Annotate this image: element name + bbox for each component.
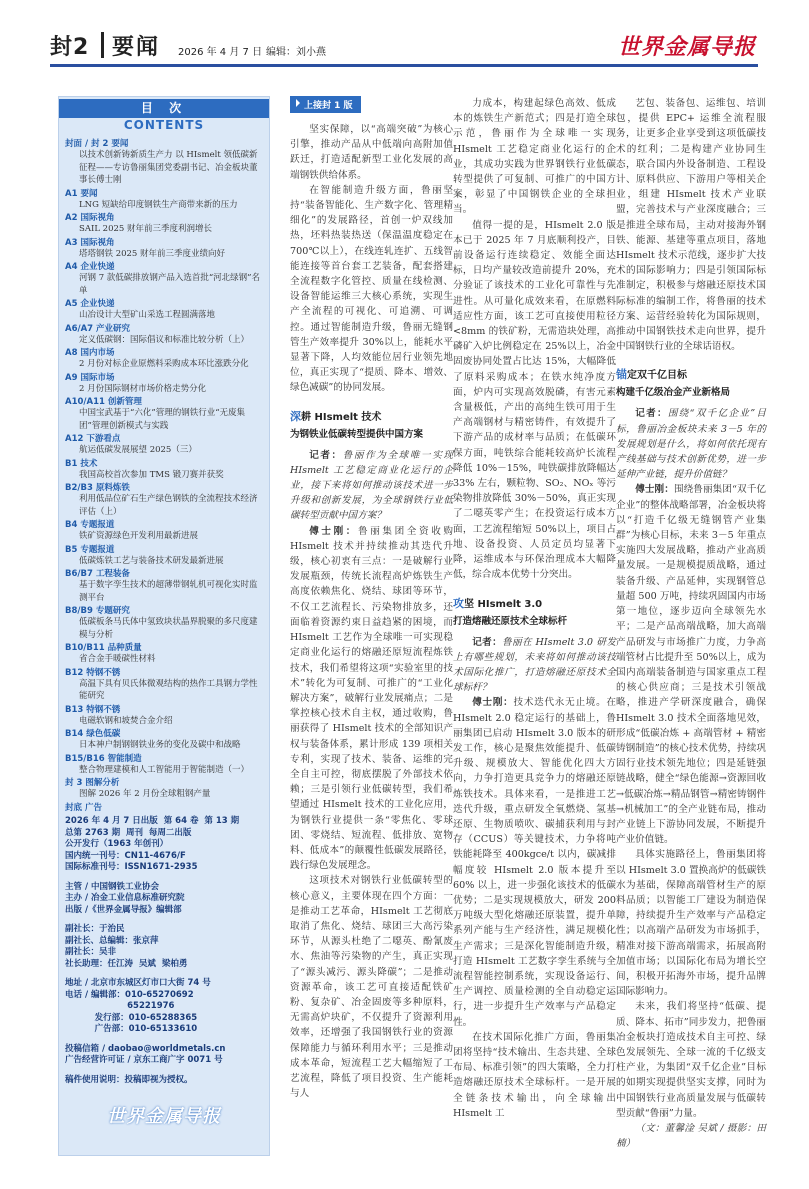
toc-entry-title: 2 月份对标企业原燃料采购成本环比涨跌分化: [79, 359, 249, 369]
subheading-title: 为钢铁业低碳转型提供中国方案: [290, 428, 424, 440]
info-spacer: [65, 970, 265, 978]
subheading-kicker: [616, 366, 766, 382]
paragraph: 力成本，构建起绿色高效、低成本的炼铁生产新范式；四是打造全球示范，鲁丽作为全球唯一实现 HIsmelt 工艺稳定商业化运行的企业，其成功实践为世界钢铁行业低碳转型提供了可复制、可推广的中国方案，彰显了中国钢铁企业的全球担当。: [453, 98, 616, 216]
toc-section-label: 封面 / 封 2 要闻: [65, 139, 129, 149]
toc-entry-title: SAIL 2025 财年前三季度利润增长: [79, 224, 213, 234]
toc-entry: [65, 727, 265, 752]
subheading: [453, 595, 616, 627]
toc-entry: [65, 666, 265, 703]
toc-entry-title: 基于数字孪生技术的超薄带钢轧机可视化实时监测平台: [79, 580, 258, 603]
toc-entry: [65, 481, 265, 518]
toc-entry: [65, 703, 265, 728]
interview-answer: [453, 695, 616, 1029]
toc-list: [65, 137, 265, 813]
toc-section-label: A6/A7 产业研究: [65, 323, 131, 334]
paragraph: 在智能制造升级方面，鲁丽坚持“装备智能化、生产数字化、管理精细化”的发展路径，首创一炉双线加热，坯料热装热送（保温温度稳定在 700℃以上），在线连轧连扩、五线智能连接等首台套工艺装备，配套搭建全流程数字化管控、质量在线检测、设备智能运维三大核心系统，实现生产全流程的可视化、可追溯、可调控。通过智能制造升级，鲁丽无缝钢管生产效率提升 30%以上，能耗水平显著下降，人均效能位居行业领先地位，真正实现了“提质、降本、增效、绿色减碳”的协同发展。: [290, 184, 453, 394]
toc-entry-title: 铁矿资源绿色开发利用最新进展: [79, 531, 199, 541]
publication-info: [65, 816, 265, 1086]
info-line: 公开发行（1963 年创刊）: [65, 839, 169, 849]
paragraph: 未来，我们将坚持“低碳、提质、降本、拓市”同步发力，把鲁丽冶金板块打造成技术自主可控、绿色发展领先、全球一流的千亿级支柱产业，为集团“双千亿企业”目标的如期实现提供坚实支撑，同时为中国钢铁行业高质量发展与低碳转型贡献“鲁丽”力量。: [616, 1001, 766, 1119]
answer-label: 傅士刚：: [472, 697, 514, 709]
photo-credit: （文：董馨淦 吴斌 / 摄影：田楠）: [616, 1123, 766, 1150]
info-line: 广告部：010-65133610: [65, 1024, 198, 1034]
subheading-drop-char: 锚: [616, 368, 627, 382]
paragraph: 艺包、装备包、运维包、培训包，提供 EPC+ 运维全流程服务，让更多企业享受到这项低碳技术的红利；二是构建产业协同生态，联合国内外设备制造、工程设计、原料供应、下游用户等相关企业，组建 HIsmelt 技术产业联盟，完善技术与产业深度融合；三是推进全球布局，主动对接海外钢铁、能源、基建等重点项目，落地 HIsmelt 技术示范线，逐步扩大技术的国际影响力；四是引领国际标准制定，积极参与熔融还原技术国际标准的编制工作，将鲁丽的技术方案、运营经验转化为国际规则，推动中国钢铁技术走向世界，提升中国钢铁行业的全球话语权。: [616, 98, 766, 353]
article-column-3: [616, 96, 766, 1151]
toc-section-label: B4 专题报道: [65, 520, 115, 530]
toc-entry-title: 高温下具有贝氏体微观结构的热作工具钢力学性能研究: [79, 678, 258, 701]
toc-entry-title: 电磁软钢和坡焚合金介绍: [79, 715, 173, 726]
editor-name: 编辑：刘小燕: [266, 47, 326, 58]
subheading-title: 打造熔融还原技术全球标杆: [453, 615, 568, 627]
toc-section-label: B1 技术: [65, 458, 98, 469]
toc-section-label: A4 企业快递: [65, 262, 115, 272]
toc-entry-title: 低碳板条马氏体中氢致块状晶界脱聚的多尺度建模与分析: [79, 617, 258, 640]
subheading-kicker-text: 坚 HIsmelt 3.0: [464, 598, 543, 610]
toc-entry-title: 利用低品位矿石生产绿色钢铁的全流程技术经济评估（上）: [79, 494, 258, 517]
info-spacer: [65, 1067, 265, 1075]
paragraph: 值得一提的是，HIsmelt 2.0 版本已于 2025 年 7 月底顺利投产，目前设备运行连续稳定、效能全面达标，日均产量较改造前提升 20%，充分验证了该技术的工业化可靠性与先进性。从可量化成效来看，在原燃料适应性方面，该工艺可直接使用粒径 <8mm 的铁矿粉，无需造块处理，高磷矿入炉比例稳定在 25%以上，冶金固废协同处置占比达 15%，大幅降低了原料采购成本；在铁水纯净度方面，炉内可实现高效脱磷，有害元素含量极低，产出的高纯生铁可用于生产高端钢材与精密铸件，有效提升了下游产品的成材率与品质；在低碳环保方面，吨铁综合能耗较高炉长流程降低 10%－15%，吨铁碳排放降幅达 33% 左右，颗粒物、SO₂、NOₓ 等污染物排放降低 30%－50%，真正实现了二噁英零产生；在投资运行成本方面，工艺流程缩短 50%以上，项目占地、设备投资、人员定员均显著下降，运维成本与环保治理成本大幅降低，综合成本优势十分突出。: [453, 219, 616, 581]
toc-section-label: A1 要闻: [65, 188, 98, 199]
toc-entry-title: 我国高校首次参加 TMS 锻刀赛并获奖: [79, 469, 224, 480]
header-divider: [101, 32, 104, 58]
toc-section-label: B10/B11 品种质量: [65, 643, 142, 653]
toc-entry: [65, 187, 265, 212]
toc-entry: [65, 543, 265, 568]
toc-entry: [65, 297, 265, 322]
question-label: 记者：: [472, 636, 503, 648]
toc-entry: [65, 322, 265, 347]
toc-entry: [65, 567, 265, 604]
answer-text: 围绕鲁丽集团“双千亿企业”的整体战略部署，冶金板块将以“打造千亿级无缝钢管产业集群”为核心目标，未来 3－5 年重点实施四大发展战略，推动产业高质量发展。一是规模提质战略，通过装备升级、产品延伸，实现钢管总量超 500 万吨，持续巩固国内市场第一地位，逐步迈向全球领先水平；二是产品高端战略，加大高端产品研发与市场推广力度，力争高端管材占比提升至 50%以上，成为国内高端装备制造与国家重点工程的核心供应商；三是技术引领战略，推进产学研深度融合，确保 HIsmelt 3.0 技术全面落地见效，形成“低碳冶炼 + 高端管材 + 精密铸钢制造”的核心技术优势，持续巩固行业技术领先地位；四是延链强链战略，健全“绿色能源→资源回收→低碳冶炼→精品钢管→精密铸钢件→机械加工”的全产业链布局，推动产业链上下游协同发展，不断提升产业价值链。: [616, 484, 767, 846]
toc-entry-title: 2 月份国际钢材市场价格走势分化: [79, 383, 207, 394]
interview-question: [616, 406, 766, 482]
question-text: 鲁丽在 HIsmelt 3.0 研发上有哪些规划，未来将如何推动该技术国际化推广，打造熔融还原技术全球标杆？: [453, 636, 617, 694]
toc-entry-title: 以技术创新铸新质生产力 以 HIsmelt 领低碳新征程——专访鲁丽集团党委副书记、冶金板块董事长傅士刚: [79, 150, 258, 185]
toc-title: 目 次: [59, 99, 269, 118]
toc-section-label: B12 特钢不锈: [65, 667, 121, 678]
toc-entry-title: LNG 短缺给印度钢铁生产商带来新的压力: [79, 199, 238, 210]
section-title: 要闻: [112, 35, 161, 60]
paragraph: 坚实保障，以“高端突破”为核心引擎，推动产品从中低端向高附加值跃迁，打造适配新型工业化发展的高端钢铁供给体系。: [290, 124, 453, 181]
toc-entry: [65, 432, 265, 457]
toc-subtitle: CONTENTS: [123, 118, 205, 132]
answer-label: 傅士刚：: [309, 525, 358, 537]
info-line: 社长助理：任江涛 吴斌 梁柏勇: [65, 958, 188, 969]
subheading-drop-char: 攻: [453, 596, 464, 610]
toc-entry: [65, 395, 265, 432]
toc-entry: [65, 518, 265, 543]
paragraph: 在技术国际化推广方面，鲁丽集团将坚持“技术输出、生态共建、全球布局、标准引领”的四大策略，全力打造熔融还原技术全球标杆。一是开展全链条技术输出，向全球输出 HIsmelt 工: [453, 1031, 616, 1119]
info-line: 65221976: [65, 1001, 175, 1011]
toc-section-label: B13 特钢不锈: [65, 704, 121, 715]
answer-label: 傅士刚：: [635, 484, 674, 496]
toc-section-label: B5 专题报道: [65, 544, 115, 555]
toc-entry-title: 航运低碳发展展望 2025（三）: [79, 445, 197, 455]
subheading-title: 构建千亿级冶金产业新格局: [616, 387, 731, 399]
question-label: 记者：: [309, 449, 343, 461]
question-label: 记者：: [635, 408, 668, 420]
toc-entry: [65, 604, 265, 641]
info-line: 发行部：010-65288365: [65, 1012, 198, 1023]
toc-section-label: A3 国际视角: [65, 237, 115, 248]
info-line: 地址 / 北京市东城区灯市口大街 74 号: [65, 978, 211, 988]
subheading-kicker-text: 定双千亿目标: [627, 370, 687, 382]
toc-section-label: A8 国内市场: [65, 348, 115, 358]
info-line: 出版 /《世界金属导报》编辑部: [65, 904, 182, 915]
info-line: 2026 年 4 月 7 日出版 第 64 卷 第 13 期: [65, 816, 240, 826]
toc-entry: [65, 236, 265, 261]
page-header: [0, 0, 809, 68]
toc-entry-title: 图解 2026 年 2 月份全球粗钢产量: [79, 789, 211, 799]
toc-section-label: B2/B3 原料炼铁: [65, 483, 130, 493]
toc-entry: [65, 260, 265, 297]
continued-from-tag: 上接封 1 版: [290, 96, 361, 113]
info-line: 国际标准刊号：ISSN1671-2935: [65, 862, 198, 872]
info-line: 总第 2763 期 周刊 每周二出版: [65, 827, 192, 838]
toc-entry-title: 河钢 7 款低碳排放钢产品入选首批“河北绿钢”名单: [79, 273, 261, 296]
info-line: 副社长：吴非: [65, 947, 117, 957]
info-line: 国内统一刊号：CN11-4676/F: [65, 850, 186, 861]
interview-answer: [290, 524, 453, 874]
question-text: 围绕“双千亿企业”目标，鲁丽冶金板块未来 3－5 年的发展规划是什么，将如何依托现有产线基础与技术创新优势，进一步延伸产业链，提升价值链？: [616, 408, 767, 481]
info-line: 副社长：于治民: [65, 924, 125, 934]
toc-section-label: B6/B7 工程装备: [65, 569, 130, 579]
header-rule: [50, 64, 758, 67]
subheading: [290, 408, 453, 440]
toc-entry-title: 定义低碳钢：国际倡议和标准比较分析（上）: [79, 334, 250, 345]
toc-section-label: B14 绿色低碳: [65, 729, 121, 739]
toc-section-label: B8/B9 专题研究: [65, 606, 130, 616]
toc-entry-title: 山冶设计大型矿山采选工程圆满落地: [79, 310, 216, 320]
toc-entry: [65, 776, 265, 801]
toc-entry: [65, 752, 265, 777]
answer-text: 鲁丽集团全资收购 HIsmelt 技术并持续推动其迭代升级，核心初衷有三点：一是破解行业发展瓶颈，传统长流程高炉炼铁生产高度依赖焦化、烧结、球团等环节，不仅工艺流程长、污染物排放多，还面临着资源约束日益趋紧的困境，而 HIsmelt 工艺作为全球唯一可实现稳定商业化运行的熔融还原短流程炼铁技术，我们希望将这项“实验室里的技术”转化为可复制、可推广的“工业化解决方案”，破解行业发展痛点；二是掌控核心技术自主权，通过收购，鲁丽获得了 HIsmelt 技术的全部知识产权与装备体系，累计形成 139 项相关专利，实现了技术、装备、运维的完全自主可控，彻底摆脱了外部技术依赖；三是引领行业低碳转型，我们希望通过 HIsmelt 技术的工业化应用，为钢铁行业提供一条“零焦化、零球团、零烧结、短流程、低排放、宽物料、低成本”的颠覆性低碳发展路径，践行绿色发展理念。: [290, 525, 454, 872]
subheading-drop-char: 深: [290, 409, 301, 423]
toc-entry: [65, 346, 265, 371]
info-spacer: [65, 1036, 265, 1044]
toc-logo: 世界金属导报: [107, 1106, 221, 1127]
toc-entry-title: 中国宝武基于“六化”管理的钢铁行业“无废集团”管理创新模式与实践: [79, 408, 246, 431]
toc-entry-title: 省合金手暖碳性材料: [79, 654, 156, 664]
info-line: 主办 / 冶金工业信息标准研究院: [65, 893, 185, 903]
page-number: 封2: [50, 35, 90, 60]
toc-section-label: A12 下游看点: [65, 434, 121, 444]
info-line: 投稿信箱 / daobao@worldmetals.cn: [65, 1043, 226, 1054]
toc-section-label: A2 国际视角: [65, 213, 115, 223]
subheading-kicker: [290, 408, 453, 424]
toc-entry: [65, 137, 265, 187]
subheading-kicker: [453, 595, 616, 611]
info-line: 电话 / 编辑部：010-65270692: [65, 989, 194, 1000]
toc-section-label: 封 3 图解分析: [65, 778, 120, 788]
answer-text: 技术迭代永无止境。在 HIsmelt 2.0 稳定运行的基础上，鲁丽集团已启动 HIsmelt 3.0 版本的研发工作，核心是聚焦效能提升、低碳升级、规模放大、智能优化四大方向，力争打造更具竞争力的熔融还原炼铁技术。具体来看，一是推进工艺迭代升级，重点研发全氧燃烧、氢基还原、生物质喷吹、碳捕获利用与封存（CCUS）等关键技术，力争将吨铁能耗降至 400kgce/t 以内，碳减排幅度较 HIsmelt 2.0 版本提升至 60% 以上，进一步强化该技术的低碳优势；二是实现规模放大，研发 200 万吨级大型化熔融还原装置，提升单系列产能与生产经济性，满足规模化生产需求；三是深化智能制造升级，打造 HIsmelt 工艺数字孪生系统与全流程智能控制系统，实现设备运行、生产调控、质量检测的全自动稳定运行，进一步提升生产效率与产品稳定性。: [453, 697, 617, 1028]
issue-date: 2026 年 4 月 7 日: [178, 47, 263, 58]
toc-section-label: 封底 广告: [65, 802, 102, 813]
subheading: [616, 366, 766, 398]
toc-entry: [65, 801, 265, 813]
toc-entry-title: 低碳炼铁工艺与装备技术研发最新进展: [79, 555, 224, 566]
info-spacer: [65, 874, 265, 882]
toc-section-label: B15/B16 智能制造: [65, 753, 142, 764]
toc-entry-title: 塔塔钢铁 2025 财年前三季度业绩向好: [79, 248, 226, 259]
toc-section-label: A5 企业快递: [65, 299, 115, 309]
interview-question: [453, 635, 616, 696]
article-column-2: [453, 96, 616, 1121]
toc-entry: [65, 641, 265, 666]
toc-section-label: A10/A11 创新管理: [65, 397, 142, 407]
paragraph: 具体实施路径上，鲁丽集团将以 HIsmelt 3.0 置换高炉的低碳铁水为基础，保障高端管材生产的原料品质；以智能工厂建设为制造保障，持续提升生产效率与产品稳定性；以高端产品研发为市场抓手，精准对接下游高端需求，拓展高附加值市场；以国际化布局为增长空间，积极开拓海外市场，提升品牌国际影响力。: [616, 849, 766, 998]
question-text: 鲁丽作为全球唯一实现 HIsmelt 工艺稳定商业化运行的企业，接下来将如何推动该技术进一步升级和创新发展，为全球钢铁行业低碳转型贡献中国方案？: [290, 449, 454, 522]
info-line: 副社长、总编辑：张京萍: [65, 935, 159, 946]
toc-section-label: A9 国际市场: [65, 372, 115, 383]
info-spacer: [65, 916, 265, 924]
info-line: 主管 / 中国钢铁工业协会: [65, 881, 160, 892]
paragraph: 这项技术对钢铁行业低碳转型的核心意义，主要体现在四个方面：一是推动工艺革命，HIsmelt 工艺彻底取消了焦化、烧结、球团三大高污染环节，从源头杜绝了二噁英、酚氰废水、焦油等污染物的产生，真正实现了“源头减污、源头降碳”；二是推动资源革命，该工艺可直接适配铁矿粉、复杂矿、冶金固废等多种原料，无需高炉块矿，不仅提升了资源利用效率，还增强了我国钢铁行业的资源保障能力与循环利用水平；三是推动成本革命，短流程工艺大幅缩短了工艺流程，降低了项目投资、生产能耗与人: [290, 875, 453, 1100]
article-column-1: [290, 96, 453, 1101]
table-of-contents: [58, 96, 270, 1156]
subheading-kicker-text: 耕 HIsmelt 技术: [301, 411, 382, 423]
toc-entry: [65, 371, 265, 396]
interview-answer: [616, 482, 766, 847]
toc-entry-title: 日本神户制钢钢铁业务的变化及碳中和战略: [79, 740, 241, 750]
toc-entry: [65, 211, 265, 236]
interview-question: [290, 448, 453, 524]
masthead-logo: 世界金属导报: [618, 34, 757, 60]
info-line: 稿件使用说明：投稿即视为授权。: [65, 1074, 193, 1085]
toc-entry: [65, 457, 265, 482]
info-line: 广告经营许可证 / 京东工商广字 0071 号: [65, 1055, 223, 1065]
toc-entry-title: 整合物理建模和人工智能用于智能制造（一）: [79, 764, 250, 775]
